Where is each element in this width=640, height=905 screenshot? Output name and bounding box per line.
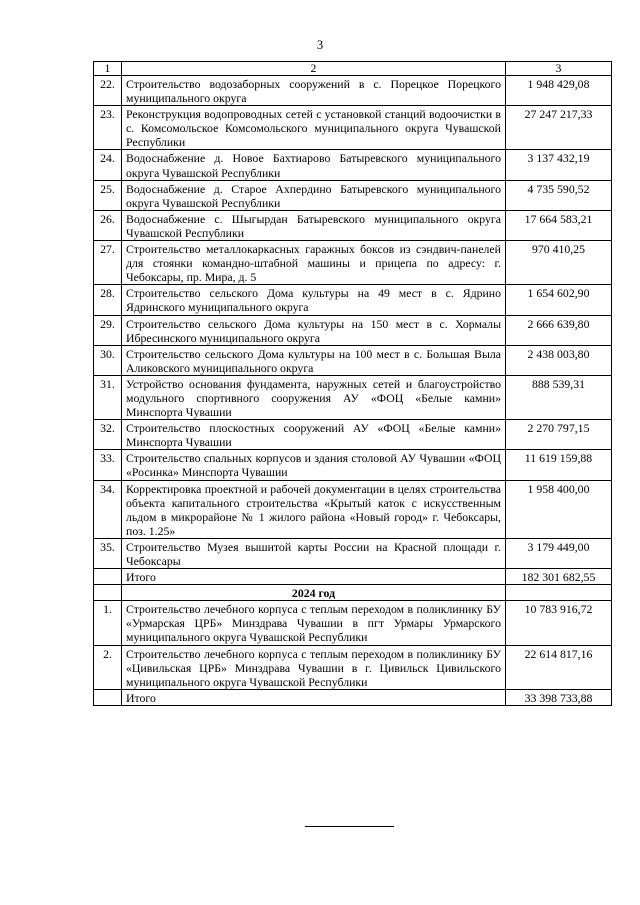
row-number: 33. — [94, 450, 122, 480]
row-description: Строительство металлокаркасных гаражных боксов из сэндвич-панелей для стоянки командно-штабной машины и прицепа по адресу: г. Чебоксары, пр. Мира, д. 5 — [122, 241, 506, 285]
row-amount: 11 619 159,88 — [506, 450, 612, 480]
row-description: Корректировка проектной и рабочей документации в целях строительства объекта капитального строительства «Крытый каток с искусственным льдом в микрорайоне № 1 жилого района «Новый город» г. Чебоксары, поз. 1.25» — [122, 480, 506, 538]
row-number: 34. — [94, 480, 122, 538]
table-row — [94, 601, 612, 645]
row-number: 23. — [94, 106, 122, 150]
row-number: 26. — [94, 210, 122, 240]
row-description: Строительство спальных корпусов и здания столовой АУ Чувашии «ФОЦ «Росинка» Минспорта Чувашии — [122, 450, 506, 480]
row-number: 32. — [94, 420, 122, 450]
total-row — [94, 569, 612, 585]
row-amount: 3 137 432,19 — [506, 150, 612, 180]
table-row — [94, 285, 612, 315]
header-cell-3: 3 — [506, 62, 612, 76]
row-number: 31. — [94, 375, 122, 419]
row-amount: 4 735 590,52 — [506, 180, 612, 210]
table-row — [94, 450, 612, 480]
row-description: Устройство основания фундамента, наружных сетей и благоустройство модульного спортивного сооружения АУ «ФОЦ «Белые камни» Минспорта Чувашии — [122, 375, 506, 419]
total-label: Итого — [122, 569, 506, 585]
row-description: Строительство лечебного корпуса с теплым переходом в поликлинику БУ «Урмарская ЦРБ» Минздрава Чувашии в пгт Урмары Урмарского муниципального округа Чувашской Республики — [122, 601, 506, 645]
table-row — [94, 480, 612, 538]
row-amount: 2 438 003,80 — [506, 345, 612, 375]
row-amount: 970 410,25 — [506, 241, 612, 285]
row-amount: 3 179 449,00 — [506, 538, 612, 568]
row-description: Строительство Музея вышитой карты России на Красной площади г. Чебоксары — [122, 538, 506, 568]
total-row — [94, 689, 612, 705]
table-row — [94, 180, 612, 210]
total-label: Итого — [122, 689, 506, 705]
row-number: 29. — [94, 315, 122, 345]
row-description: Водоснабжение д. Старое Ахпердино Батыревского муниципального округа Чувашской Республики — [122, 180, 506, 210]
table-row — [94, 538, 612, 568]
table-row — [94, 150, 612, 180]
row-description: Строительство водозаборных сооружений в с. Порецкое Порецкого муниципального округа — [122, 76, 506, 106]
table-row — [94, 315, 612, 345]
row-number: 1. — [94, 601, 122, 645]
row-amount: 10 783 916,72 — [506, 601, 612, 645]
row-description: Строительство сельского Дома культуры на 100 мест в с. Большая Выла Аликовского муниципального округа — [122, 345, 506, 375]
header-cell-1: 1 — [94, 62, 122, 76]
total-amount: 182 301 682,55 — [506, 569, 612, 585]
row-description: Строительство лечебного корпуса с теплым переходом в поликлинику БУ «Цивильская ЦРБ» Минздрава Чувашии в г. Цивильск Цивильского муниципального округа Чувашской Республики — [122, 645, 506, 689]
header-cell-2: 2 — [122, 62, 506, 76]
year-blank-cell — [94, 585, 122, 601]
row-description: Строительство сельского Дома культуры на 150 мест в с. Хормалы Ибресинского муниципального округа — [122, 315, 506, 345]
total-blank-cell — [94, 689, 122, 705]
total-blank-cell — [94, 569, 122, 585]
row-number: 28. — [94, 285, 122, 315]
budget-table — [93, 61, 612, 706]
row-amount: 1 958 400,00 — [506, 480, 612, 538]
row-amount: 1 948 429,08 — [506, 76, 612, 106]
row-amount: 888 539,31 — [506, 375, 612, 419]
table-row — [94, 375, 612, 419]
total-amount: 33 398 733,88 — [506, 689, 612, 705]
row-description: Водоснабжение д. Новое Бахтиарово Батыревского муниципального округа Чувашской Республики — [122, 150, 506, 180]
row-amount: 2 666 639,80 — [506, 315, 612, 345]
table-row — [94, 420, 612, 450]
table-row — [94, 106, 612, 150]
row-number: 35. — [94, 538, 122, 568]
row-description: Строительство плоскостных сооружений АУ «ФОЦ «Белые камни» Минспорта Чувашии — [122, 420, 506, 450]
row-number: 2. — [94, 645, 122, 689]
table-row — [94, 645, 612, 689]
row-description: Строительство сельского Дома культуры на 49 мест в с. Ядрино Ядринского муниципального округа — [122, 285, 506, 315]
table-header-row — [94, 62, 612, 76]
row-amount: 27 247 217,33 — [506, 106, 612, 150]
table-row — [94, 241, 612, 285]
row-number: 25. — [94, 180, 122, 210]
table-row — [94, 210, 612, 240]
page-number: 3 — [316, 38, 324, 52]
year-heading: 2024 год — [122, 585, 506, 601]
row-number: 22. — [94, 76, 122, 106]
row-number: 24. — [94, 150, 122, 180]
table-row — [94, 76, 612, 106]
row-number: 27. — [94, 241, 122, 285]
year-blank-cell — [506, 585, 612, 601]
row-description: Реконструкция водопроводных сетей с установкой станций водоочистки в с. Комсомольское Комсомольского муниципального округа Чувашской Республики — [122, 106, 506, 150]
year-section-row — [94, 585, 612, 601]
row-amount: 22 614 817,16 — [506, 645, 612, 689]
row-amount: 17 664 583,21 — [506, 210, 612, 240]
row-number: 30. — [94, 345, 122, 375]
row-description: Водоснабжение с. Шыгырдан Батыревского муниципального округа Чувашской Республики — [122, 210, 506, 240]
row-amount: 1 654 602,90 — [506, 285, 612, 315]
table-row — [94, 345, 612, 375]
footer-divider — [305, 826, 394, 827]
row-amount: 2 270 797,15 — [506, 420, 612, 450]
